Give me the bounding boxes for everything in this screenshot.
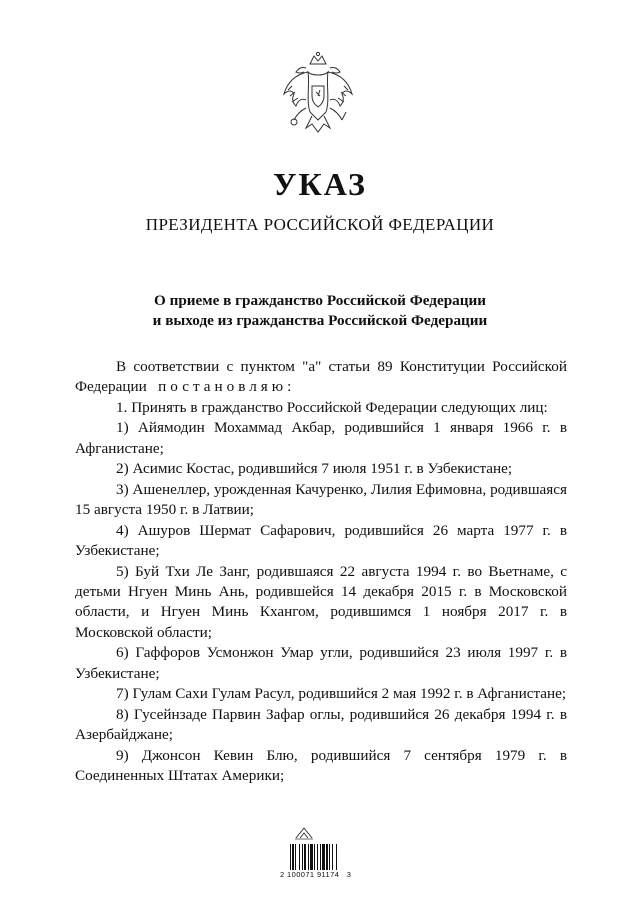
- list-item: 1) Айямодин Мохаммад Акбар, родившийся 1 января 1966 г. в Афганистане;: [75, 419, 567, 457]
- decree-keyword: постановляю:: [158, 378, 296, 396]
- list-item: 5) Буй Тхи Ле Занг, родившаяся 22 августа 1994 г. во Вьетнаме, с детьми Нгуен Минь Ань, родившейся 14 декабря 2015 г. в Московской области, и Нгуен Минь Кхангом, родившимся 1 ноября 2017 г. в Московской области;: [75, 562, 567, 641]
- list-item: 2) Асимис Костас, родившийся 7 июля 1951 г. в Узбекистане;: [116, 460, 513, 478]
- decree-body: [75, 357, 567, 787]
- decree-subject: [0, 291, 640, 331]
- printing-house-mark-icon: [294, 826, 314, 840]
- list-item: 9) Джонсон Кевин Блю, родившийся 7 сентября 1979 г. в Соединенных Штатах Америки;: [75, 746, 567, 785]
- clause-1: 1. Принять в гражданство Российской Федерации следующих лиц:: [116, 398, 548, 416]
- barcode-icon: [289, 844, 355, 870]
- document-subtitle: ПРЕЗИДЕНТА РОССИЙСКОЙ ФЕДЕРАЦИИ: [145, 215, 495, 234]
- preamble-paragraph: [75, 357, 567, 398]
- list-item: 4) Ашуров Шермат Сафарович, родившийся 26 марта 1977 г. в Узбекистане;: [75, 521, 567, 560]
- barcode-number: 2 100071 91174 3: [280, 870, 352, 879]
- russian-coat-of-arms-icon: [276, 50, 360, 146]
- subject-line-2: и выходе из гражданства Российской Федерации: [152, 312, 488, 329]
- list-item: 7) Гулам Сахи Гулам Расул, родившийся 2 мая 1992 г. в Афганистане;: [116, 685, 567, 703]
- list-item: 6) Гаффоров Усмонжон Умар угли, родившийся 23 июля 1997 г. в Узбекистане;: [75, 644, 567, 682]
- preamble-text: В соответствии с пунктом "а" статьи 89 Конституции Российской Федерации: [75, 358, 567, 396]
- document-title: УКАЗ: [273, 166, 367, 202]
- subject-line-1: О приеме в гражданство Российской Федерации: [153, 292, 487, 309]
- list-item: 3) Ашенеллер, урожденная Качуренко, Лилия Ефимовна, родившаяся 15 августа 1950 г. в Латвии;: [75, 480, 567, 519]
- list-item: 8) Гусейнзаде Парвин Зафар оглы, родившийся 26 декабря 1994 г. в Азербайджане;: [75, 705, 567, 744]
